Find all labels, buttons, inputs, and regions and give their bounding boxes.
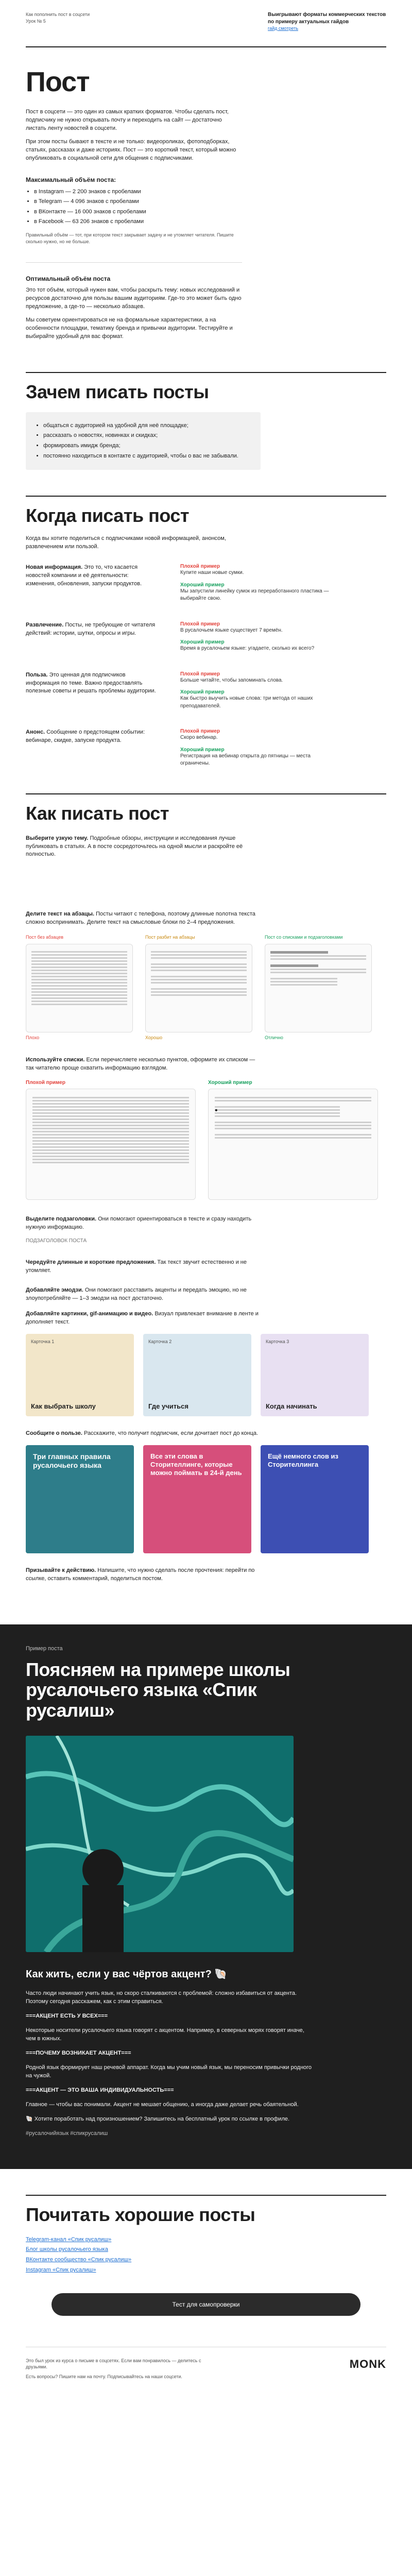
list-item: • формировать имидж бренда; (43, 442, 251, 451)
card-tag: Карточка 2 (148, 1338, 172, 1344)
when-case (26, 564, 386, 603)
bad-example-label: Плохой пример (26, 1080, 65, 1086)
subheading-example-text: ПОДЗАГОЛОВОК ПОСТА (26, 1238, 87, 1244)
mermaid-card: Три главных правила русалочьего языка (26, 1445, 134, 1553)
when-case (26, 671, 386, 710)
thumb-image (145, 944, 252, 1032)
volume-title: Максимальный объём поста: (26, 176, 116, 183)
post-paragraph: Часто люди начинают учить язык, но скоро сталкиваются с проблемой: сложно избавиться от акцента. Поэтому сегодня расскажем, как с этим справиться. (26, 1990, 297, 2005)
example-card (261, 1334, 369, 1416)
bad-example-text: Купите наши новые сумки. (180, 570, 244, 576)
post-subheading: ===АКЦЕНТ — ЭТО ВАША ИНДИВИДУАЛЬНОСТЬ=== (26, 2087, 174, 2093)
bad-example-text: Больше читайте, чтобы запоминать слова. (180, 677, 283, 683)
bad-example-label: Плохой пример (180, 621, 220, 627)
example-label: Пример поста (26, 1645, 63, 1652)
post-paragraph: Родной язык формирует наш речевой аппарат. Когда мы учим новый язык, мы переносим привычки родного на чужой. (26, 2064, 312, 2079)
how-step (26, 1286, 263, 1303)
card-tag: Карточка 3 (266, 1338, 289, 1344)
good-example-text: Регистрация на вебинар открыта до пятницы — места ограничены. (180, 753, 311, 767)
example-section (0, 1624, 412, 2169)
why-card (26, 412, 261, 470)
header-promo-link[interactable]: гайд смотреть (268, 26, 299, 31)
card-examples (26, 1334, 386, 1416)
how-title: Как писать пост (26, 802, 169, 824)
thumb-caption: Пост разбит на абзацы (145, 935, 195, 940)
example-post (26, 1968, 314, 2138)
why-title: Зачем писать посты (26, 381, 209, 402)
list-item: • в Telegram — 4 096 знаков с пробелами (34, 197, 242, 207)
thumb-image (265, 944, 372, 1032)
how-step (26, 1310, 263, 1327)
example-card (143, 1334, 251, 1416)
step-text: Напишите, что нужно сделать после прочтения: перейти по ссылке, оставить комментарий, поделиться постом. (26, 1567, 255, 1582)
when-case (26, 621, 386, 653)
good-example-label: Хороший пример (180, 582, 225, 588)
list-item: • в Facebook — 63 206 знаков с пробелами (34, 217, 242, 227)
self-test-button[interactable]: Тест для самопроверки (52, 2293, 360, 2316)
case-text: Это то, что касается новостей компании и её деятельности: изменения, обновления, запуски продуктов. (26, 564, 142, 587)
thumb-tag: Отлично (265, 1035, 283, 1040)
footer-text-2: Есть вопросы? Пишите нам на почту. Подписывайтесь на наши соцсети. (26, 2374, 182, 2379)
case-label: Новая информация. (26, 564, 83, 571)
header-course-title: Как пополнить пост в соцсети (26, 12, 90, 17)
bad-example-text: В русалочьем языке существует 7 времён. (180, 627, 283, 633)
good-example-text: Время в русалочьем языке: угадаете, сколько их всего? (180, 646, 315, 652)
card-title: Где учиться (148, 1402, 188, 1410)
bad-example-label: Плохой пример (180, 671, 220, 677)
step-text: Они помогают расставить акценты и передать эмоцию, но не злоупотребляйте — 1–3 эмодзи на пост достаточно. (26, 1287, 247, 1301)
example-title: Поясняем на примере школы русалочьего языка «Спик русалиш» (26, 1658, 290, 1721)
card-tag: Карточка 1 (31, 1338, 55, 1344)
why-list (35, 421, 251, 461)
header-left (26, 11, 180, 42)
step-label: Используйте списки. (26, 1057, 85, 1063)
optimal-volume-text: Это тот объём, который нужен вам, чтобы раскрыть тему: новых исследований и ресурсов достаточно для пользы вашим аудиториям. Где-то это может быть одно предложение, а где-то — несколько абзацев. (26, 287, 242, 310)
step-text: Расскажите, что получит подписчик, если дочитает пост до конца. (83, 1430, 259, 1436)
post-title: Как жить, если у вас чёртов акцент? 🐚 (26, 1969, 228, 1980)
step-label: Сообщите о пользе. (26, 1430, 82, 1436)
mermaid-photo (26, 1736, 294, 1952)
good-example-label: Хороший пример (180, 689, 225, 696)
post-paragraph: Главное — чтобы вас понимали. Акцент не мешает общению, а иногда даже делает речь обаятельной. (26, 2101, 299, 2108)
step-label: Чередуйте длинные и короткие предложения. (26, 1259, 156, 1266)
how-step (26, 1056, 263, 1073)
hero-section (0, 47, 412, 341)
how-section (0, 768, 412, 1583)
thumb-card (26, 934, 133, 1041)
footer-logo[interactable]: MONK (349, 2357, 386, 2370)
post-cta: 🐚 Хотите поработать над произношением? Запишитесь на бесплатный урок по ссылке в профиле. (26, 2115, 290, 2122)
step-text: Визуал привлекает внимание в ленте и дополняет текст. (26, 1310, 259, 1325)
mermaid-cards (26, 1445, 386, 1553)
post-link[interactable]: ВКонтакте сообщество «Спик русалиш» (26, 2257, 132, 2263)
example-card (26, 1334, 134, 1416)
how-step (26, 835, 263, 859)
divider (26, 372, 386, 373)
step-label: Призывайте к действию. (26, 1567, 96, 1573)
when-intro: Когда вы хотите поделиться с подписчиками новой информацией, анонсом, развлечением или пользой. (26, 535, 226, 550)
bad-example-label: Плохой пример (180, 728, 220, 735)
how-step (26, 1215, 263, 1232)
good-example-label: Хороший пример (208, 1080, 252, 1086)
why-section (0, 341, 412, 470)
how-step (26, 1259, 263, 1275)
case-label: Анонс. (26, 729, 45, 736)
page-footer (0, 2316, 412, 2380)
thumb-tag: Плохо (26, 1035, 40, 1040)
post-hashtags: #русалочийязык #спикрусалиш (26, 2130, 108, 2137)
list-item: • постоянно находиться в контакте с аудиторией, чтобы о вас не забывали. (43, 452, 251, 461)
how-step (26, 1567, 263, 1583)
when-section (0, 470, 412, 767)
compare-image (26, 1089, 196, 1200)
card-title: Когда начинать (266, 1402, 317, 1410)
good-posts-links (26, 2235, 386, 2276)
step-label: Выделите подзаголовки. (26, 1216, 97, 1223)
compare-good (208, 1080, 378, 1200)
footer-text: Это был урок из курса о письме в соцсетях. Если вам понравилось — делитесь с друзьями. (26, 2358, 201, 2370)
mermaid-illustration (26, 1736, 294, 1952)
thumb-caption: Пост без абзацев (26, 935, 64, 940)
case-label: Развлечение. (26, 621, 64, 628)
divider (26, 262, 242, 263)
volume-list (26, 188, 242, 227)
optimal-volume-text-2: Мы советуем ориентироваться не на формальные характеристики, а на особенности площадки, тематику бренда и привычки аудитории. Тестируйте и выбирайте удобный для вас формат. (26, 317, 233, 340)
when-case (26, 728, 386, 768)
list-item: • в ВКонтакте — 16 000 знаков с пробелами (34, 208, 242, 217)
case-text: Сообщение о предстоящем событии: вебинаре, скидке, запуске продукта. (26, 729, 145, 743)
when-title: Когда писать пост (26, 505, 189, 527)
step-label: Делите текст на абзацы. (26, 911, 95, 918)
header-lesson-number: Урок № 5 (26, 18, 46, 24)
compare-image (208, 1089, 378, 1200)
step-label: Выберите узкую тему. (26, 835, 89, 841)
hero-intro-2: При этом посты бывают в тексте и не только: видеороликах, фотоподборках, статьях, рассказах и даже историях. Пост — это короткий текст, который можно опубликовать в социальной сети для общения с подписчиками. (26, 138, 236, 161)
list-item: • в Instagram — 2 200 знаков с пробелами (34, 188, 242, 197)
mermaid-card: Все эти слова в Сторителлинге, которые можно поймать в 24-й день (143, 1445, 251, 1553)
thumb-tag: Хорошо (145, 1035, 163, 1040)
paragraph-thumbs (26, 934, 386, 1041)
card-title: Как выбрать школу (31, 1402, 96, 1410)
page-title: Пост (26, 66, 90, 97)
step-text: Так текст звучит естественно и не утомляет. (26, 1259, 247, 1274)
list-compare (26, 1080, 386, 1200)
bad-example-label: Плохой пример (180, 564, 220, 570)
divider (26, 2195, 386, 2196)
compare-bad (26, 1080, 196, 1200)
case-label: Польза. (26, 671, 48, 678)
how-step (26, 910, 263, 927)
good-posts-title: Почитать хорошие посты (26, 2204, 255, 2225)
how-step (26, 1430, 263, 1438)
step-text: Они помогают ориентироваться в тексте и сразу находить нужную информацию. (26, 1216, 252, 1231)
step-label: Добавляйте эмодзи. (26, 1287, 83, 1294)
step-label: Добавляйте картинки, gif-анимацию и видео. (26, 1310, 153, 1317)
mermaid-card: Ещё немного слов из Сторителлинга (261, 1445, 369, 1553)
optimal-volume-title: Оптимальный объём поста (26, 275, 111, 283)
thumb-image (26, 944, 133, 1032)
step-text: Подробные обзоры, инструкции и исследования лучше публиковать в статьях. А в посте сосредоточьтесь на одной мысли и раскройте её полностью. (26, 835, 243, 858)
case-text: Посты, не требующие от читателя действий: истории, шутки, опросы и игры. (26, 621, 156, 636)
thumb-caption: Пост со списками и подзаголовками (265, 935, 343, 940)
good-example-label: Хороший пример (180, 639, 225, 646)
good-example-text: Как быстро выучить новые слова: три метода от наших преподавателей. (180, 696, 313, 709)
header-right (268, 11, 386, 42)
good-example-text: Мы запустили линейку сумок из переработанного пластика — выбирайте свою. (180, 588, 329, 602)
subheading-example (26, 1237, 386, 1245)
step-text: Посты читают с телефона, поэтому длинные полотна текста сложно воспринимать. Делите текст на смысловые блоки по 2–4 предложения. (26, 911, 255, 926)
good-posts-section (0, 2169, 412, 2316)
thumb-card (145, 934, 252, 1041)
list-item: • рассказать о новостях, новинках и скидках; (43, 431, 251, 440)
divider (26, 793, 386, 794)
list-item: • общаться с аудиторией на удобной для неё площадке; (43, 421, 251, 431)
divider (26, 496, 386, 497)
bad-example-text: Скоро вебинар. (180, 735, 218, 741)
post-subheading: ===ПОЧЕМУ ВОЗНИКАЕТ АКЦЕНТ=== (26, 2050, 131, 2057)
header-promo-title: Выигрывают форматы коммерческих текстов по примеру актуальных гайдов (268, 12, 386, 25)
post-link[interactable]: Telegram-канал «Спик русалиш» (26, 2236, 112, 2243)
post-subheading: ===АКЦЕНТ ЕСТЬ У ВСЕХ=== (26, 2013, 108, 2020)
volume-note: Правильный объём — тот, при котором текст закрывает задачу и не утомляет читателя. Пишите сколько нужно, но не больше. (26, 232, 234, 244)
step-text: Если перечисляете несколько пунктов, оформите их списком — так читателю проще охватить информацию взглядом. (26, 1057, 255, 1072)
post-link[interactable]: Блог школы русалочьего языка (26, 2246, 108, 2253)
good-example-label: Хороший пример (180, 747, 225, 753)
thumb-card (265, 934, 372, 1041)
case-text: Это ценная для подписчиков информация по теме. Важно предоставлять полезные советы и решать проблемы аудитории. (26, 671, 156, 694)
hero-intro: Пост в соцсети — это один из самых кратких форматов. Чтобы сделать пост, подписчику не нужно открывать почту и переходить на сайт — достаточно листать ленту новостей в соцсети. (26, 109, 229, 131)
post-link[interactable]: Instagram «Спик русалиш» (26, 2266, 96, 2273)
page-header (0, 0, 412, 42)
post-paragraph: Некоторые носители русалочьего языка говорят с акцентом. Например, в северных морях говорят иначе, чем в южных. (26, 2027, 304, 2042)
